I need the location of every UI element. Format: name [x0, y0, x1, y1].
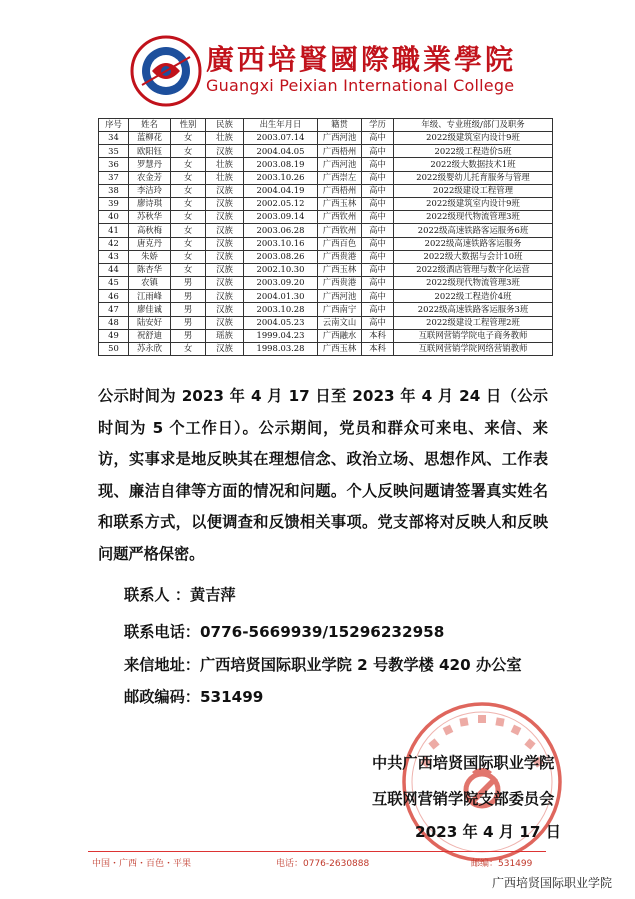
table-cell: 汉族 [206, 145, 244, 158]
table-cell: 云南文山 [318, 316, 362, 329]
table-cell: 36 [99, 158, 129, 171]
table-cell: 44 [99, 263, 129, 276]
table-cell: 广西玉林 [318, 197, 362, 210]
table-row [99, 316, 553, 329]
table-row [99, 145, 553, 158]
table-cell: 汉族 [206, 343, 244, 356]
table-cell: 高中 [362, 316, 394, 329]
table-cell: 2022级现代物流管理3班 [394, 277, 553, 290]
table-cell: 广西梧州 [318, 145, 362, 158]
table-row [99, 171, 553, 184]
table-cell: 汉族 [206, 250, 244, 263]
table-cell: 2003.10.26 [244, 171, 318, 184]
table-cell: 高中 [362, 132, 394, 145]
table-cell: 高秋梅 [129, 224, 171, 237]
table-cell: 欧阳钰 [129, 145, 171, 158]
table-body [99, 132, 553, 356]
table-cell: 34 [99, 132, 129, 145]
table-cell: 江雨峰 [129, 290, 171, 303]
table-cell: 高中 [362, 277, 394, 290]
table-cell: 汉族 [206, 316, 244, 329]
table-cell: 本科 [362, 343, 394, 356]
table-cell: 2022级建筑室内设计9班 [394, 197, 553, 210]
table-cell: 2003.10.28 [244, 303, 318, 316]
table-row [99, 224, 553, 237]
table-cell: 广西南宁 [318, 303, 362, 316]
table-cell: 男 [171, 316, 206, 329]
table-cell: 43 [99, 250, 129, 263]
table-cell: 2003.09.20 [244, 277, 318, 290]
candidate-table [98, 118, 553, 356]
footer-postcode: 邮编：531499 [471, 859, 533, 869]
table-cell: 广西梧州 [318, 184, 362, 197]
table-cell: 蓝柳花 [129, 132, 171, 145]
table-cell: 37 [99, 171, 129, 184]
table-cell: 2004.04.19 [244, 184, 318, 197]
table-cell: 2022级婴幼儿托育服务与管理 [394, 171, 553, 184]
table-cell: 高中 [362, 171, 394, 184]
footer-location: 中国・广西・百色・平果 [92, 859, 192, 869]
table-cell: 35 [99, 145, 129, 158]
table-cell: 广西融水 [318, 329, 362, 342]
table-cell: 汉族 [206, 237, 244, 250]
table-cell: 农镇 [129, 277, 171, 290]
column-header: 年级、专业班级/部门及职务 [394, 119, 553, 132]
table-cell: 苏永欣 [129, 343, 171, 356]
table-row [99, 303, 553, 316]
table-cell: 2022级工程造价4班 [394, 290, 553, 303]
table-cell: 高中 [362, 303, 394, 316]
table-row [99, 197, 553, 210]
table-cell: 廖佳诚 [129, 303, 171, 316]
contact-address: 来信地址：广西培贤国际职业学院 2 号教学楼 420 办公室 [124, 656, 522, 674]
table-cell: 2022级工程造价5班 [394, 145, 553, 158]
column-header: 民族 [206, 119, 244, 132]
table-cell: 女 [171, 250, 206, 263]
table-cell: 2002.05.12 [244, 197, 318, 210]
table-row [99, 158, 553, 171]
table-cell: 广西玉林 [318, 263, 362, 276]
table-cell: 汉族 [206, 184, 244, 197]
table-cell: 高中 [362, 224, 394, 237]
table-cell: 47 [99, 303, 129, 316]
table-cell: 广西河池 [318, 132, 362, 145]
table-cell: 2022级建设工程管理2班 [394, 316, 553, 329]
table-cell: 朱娇 [129, 250, 171, 263]
table-cell: 广西钦州 [318, 211, 362, 224]
table-row [99, 290, 553, 303]
table-cell: 女 [171, 197, 206, 210]
issuer-line-1: 中共广西培贤国际职业学院 [372, 754, 555, 772]
table-cell: 2022级酒店管理与数字化运营 [394, 263, 553, 276]
table-cell: 汉族 [206, 211, 244, 224]
table-cell: 高中 [362, 290, 394, 303]
contact-postcode: 邮政编码：531499 [124, 688, 264, 706]
table-cell: 1998.03.28 [244, 343, 318, 356]
table-cell: 壮族 [206, 132, 244, 145]
contact-person: 联系人 ：黄吉萍 [124, 586, 236, 604]
table-cell: 广西崇左 [318, 171, 362, 184]
table-cell: 2003.07.14 [244, 132, 318, 145]
college-name-cn: 廣西培賢國際職業學院 [206, 43, 517, 76]
column-header: 性别 [171, 119, 206, 132]
table-cell: 苏秋华 [129, 211, 171, 224]
table-cell: 本科 [362, 329, 394, 342]
column-header: 学历 [362, 119, 394, 132]
table-cell: 高中 [362, 145, 394, 158]
table-cell: 2022级大数据技术1班 [394, 158, 553, 171]
table-cell: 汉族 [206, 224, 244, 237]
table-cell: 2022级高速铁路客运服务6班 [394, 224, 553, 237]
table-cell: 2002.10.30 [244, 263, 318, 276]
table-cell: 汉族 [206, 263, 244, 276]
table-cell: 广西百色 [318, 237, 362, 250]
table-cell: 48 [99, 316, 129, 329]
table-cell: 女 [171, 158, 206, 171]
table-cell: 42 [99, 237, 129, 250]
table-cell: 1999.04.23 [244, 329, 318, 342]
table-cell: 祝舒迪 [129, 329, 171, 342]
table-row [99, 211, 553, 224]
table-cell: 壮族 [206, 171, 244, 184]
table-cell: 互联网营销学院电子商务教师 [394, 329, 553, 342]
column-header: 序号 [99, 119, 129, 132]
table-cell: 2003.10.16 [244, 237, 318, 250]
table-cell: 广西河池 [318, 290, 362, 303]
table-cell: 汉族 [206, 290, 244, 303]
notice-paragraph: 公示时间为 2023 年 4 月 17 日至 2023 年 4 月 24 日（公示时间为 5 个工作日）。公示期间，党员和群众可来电、来信、来访，实事求是地反映其在理想信念、政治立场、思想作风、工作表现、廉洁自律等方面的情况和问题。个人反映问题请签署真实姓名和联系方式，以便调查和反馈相关事项。党支部将对反映人和反映问题严格保密。 [98, 387, 548, 563]
footer-divider [88, 851, 546, 852]
table-cell: 高中 [362, 263, 394, 276]
table-cell: 高中 [362, 158, 394, 171]
table-cell: 男 [171, 329, 206, 342]
table-cell: 汉族 [206, 277, 244, 290]
table-cell: 45 [99, 277, 129, 290]
table-row [99, 250, 553, 263]
contact-phone: 联系电话：0776-5669939/15296232958 [124, 623, 445, 641]
table-cell: 高中 [362, 237, 394, 250]
table-cell: 高中 [362, 250, 394, 263]
table-row [99, 184, 553, 197]
table-cell: 2003.06.28 [244, 224, 318, 237]
table-row [99, 237, 553, 250]
table-cell: 女 [171, 132, 206, 145]
table-cell: 男 [171, 290, 206, 303]
table-cell: 2004.05.23 [244, 316, 318, 329]
table-cell: 2004.04.05 [244, 145, 318, 158]
table-cell: 2022级大数据与会计10班 [394, 250, 553, 263]
table-cell: 高中 [362, 184, 394, 197]
source-watermark: 广西培贤国际职业学院 [492, 876, 613, 890]
table-cell: 女 [171, 145, 206, 158]
table-cell: 广西贵港 [318, 277, 362, 290]
table-cell: 高中 [362, 211, 394, 224]
table-cell: 2003.08.19 [244, 158, 318, 171]
table-row [99, 329, 553, 342]
table-cell: 49 [99, 329, 129, 342]
table-cell: 唐克丹 [129, 237, 171, 250]
table-cell: 广西贵港 [318, 250, 362, 263]
table-cell: 女 [171, 224, 206, 237]
table-row [99, 277, 553, 290]
table-cell: 男 [171, 303, 206, 316]
table-cell: 39 [99, 197, 129, 210]
footer-phone: 电话：0776-2630888 [276, 859, 370, 869]
column-header: 姓名 [129, 119, 171, 132]
table-cell: 女 [171, 237, 206, 250]
table-cell: 女 [171, 184, 206, 197]
table-cell: 瑶族 [206, 329, 244, 342]
table-cell: 40 [99, 211, 129, 224]
table-cell: 2003.09.14 [244, 211, 318, 224]
table-cell: 汉族 [206, 303, 244, 316]
table-cell: 男 [171, 277, 206, 290]
table-row [99, 132, 553, 145]
table-row [99, 343, 553, 356]
table-cell: 广西玉林 [318, 343, 362, 356]
column-header: 出生年月日 [244, 119, 318, 132]
table-cell: 46 [99, 290, 129, 303]
table-cell: 女 [171, 171, 206, 184]
table-cell: 高中 [362, 197, 394, 210]
table-cell: 2022级建筑室内设计9班 [394, 132, 553, 145]
table-header-row [99, 119, 553, 132]
table-cell: 2022级高速铁路客运服务3班 [394, 303, 553, 316]
table-cell: 2004.01.30 [244, 290, 318, 303]
table-cell: 李洁玲 [129, 184, 171, 197]
table-row [99, 263, 553, 276]
table-cell: 2022级现代物流管理3班 [394, 211, 553, 224]
table-cell: 2022级建设工程管理 [394, 184, 553, 197]
issuer-line-2: 互联网营销学院支部委员会 [372, 790, 555, 808]
table-cell: 陈杏华 [129, 263, 171, 276]
table-cell: 2003.08.26 [244, 250, 318, 263]
table-cell: 广西河池 [318, 158, 362, 171]
table-cell: 汉族 [206, 197, 244, 210]
table-cell: 互联网营销学院网络营销教师 [394, 343, 553, 356]
table-cell: 38 [99, 184, 129, 197]
table-cell: 2022级高速铁路客运服务 [394, 237, 553, 250]
college-logo [130, 35, 202, 107]
table-cell: 壮族 [206, 158, 244, 171]
column-header: 籍贯 [318, 119, 362, 132]
table-cell: 廖诗琪 [129, 197, 171, 210]
table-cell: 50 [99, 343, 129, 356]
table-cell: 女 [171, 263, 206, 276]
table-cell: 农金芳 [129, 171, 171, 184]
issue-date: 2023 年 4 月 17 日 [415, 823, 561, 841]
table-cell: 陆安好 [129, 316, 171, 329]
table-cell: 广西钦州 [318, 224, 362, 237]
college-name-en: Guangxi Peixian International College [206, 76, 515, 95]
table-cell: 女 [171, 211, 206, 224]
table-cell: 女 [171, 343, 206, 356]
table-cell: 41 [99, 224, 129, 237]
table-cell: 罗慧丹 [129, 158, 171, 171]
